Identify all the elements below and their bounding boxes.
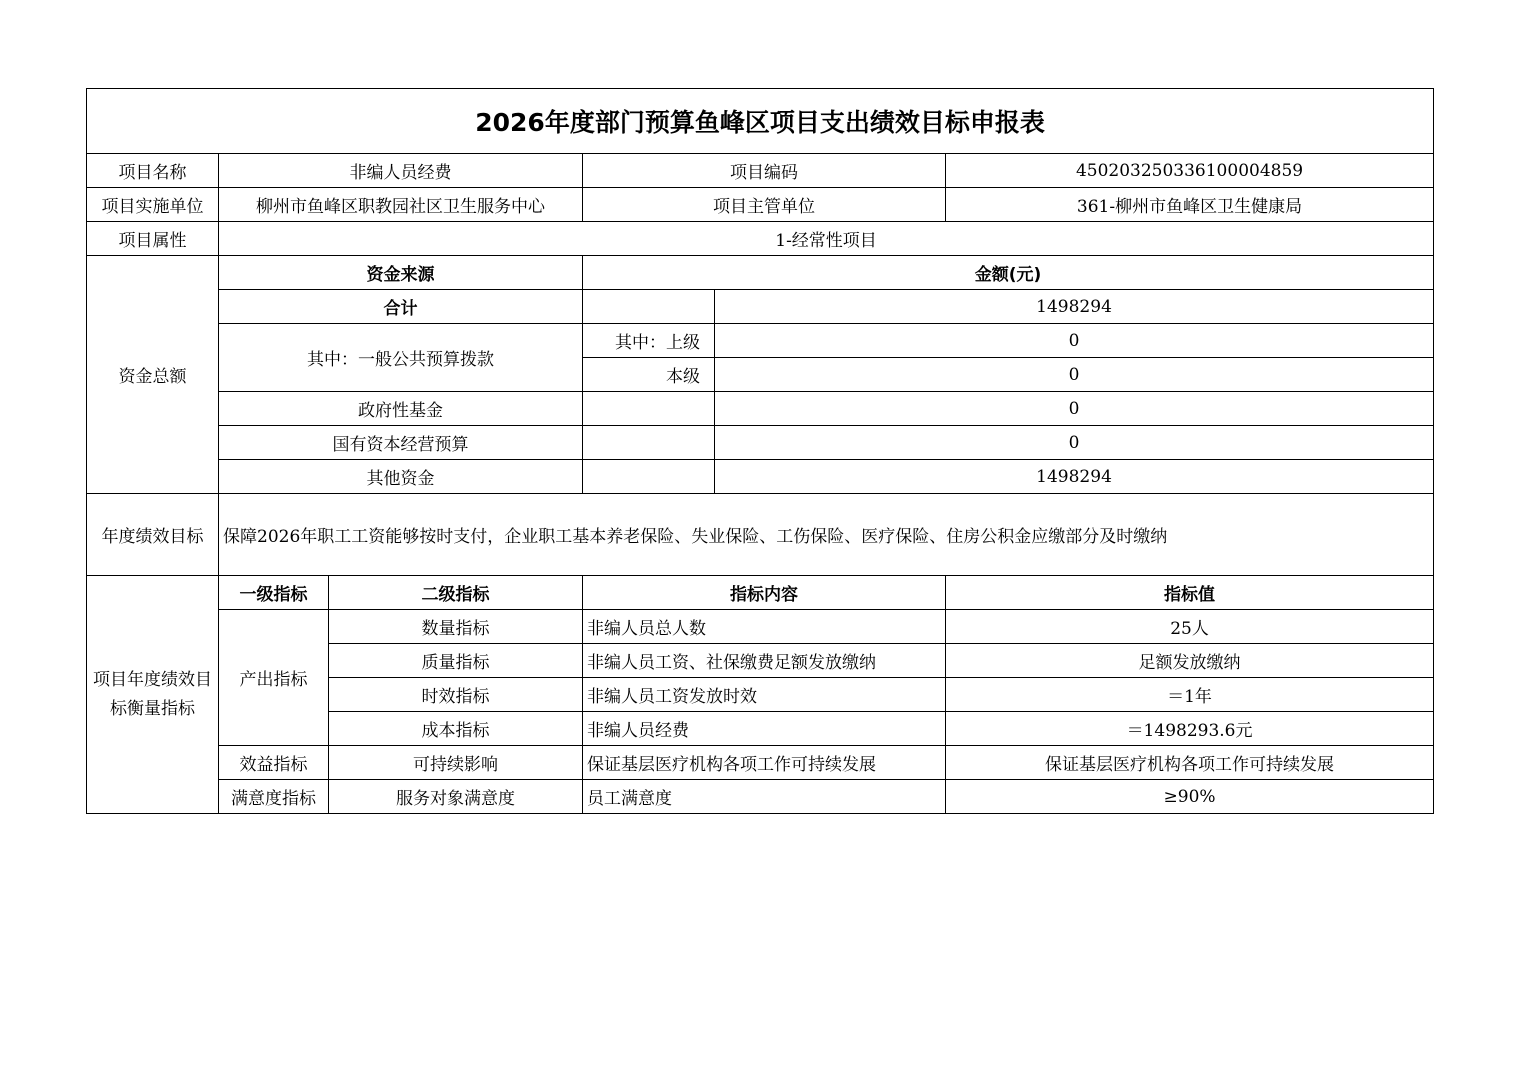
project-attr-label: 项目属性: [87, 222, 219, 256]
indicator-level2: 质量指标: [329, 644, 583, 678]
indicator-level2: 可持续影响: [329, 746, 583, 780]
supervisor-label: 项目主管单位: [583, 188, 946, 222]
other-funds-label: 其他资金: [219, 460, 583, 494]
local-level-label: 本级: [583, 358, 715, 392]
header-level1: 一级指标: [219, 576, 329, 610]
local-level-value: 0: [715, 358, 1434, 392]
fund-source-header: 资金来源: [219, 256, 583, 290]
project-name-value: 非编人员经费: [219, 154, 583, 188]
project-code-label: 项目编码: [583, 154, 946, 188]
satisfaction-indicator-label: 满意度指标: [219, 780, 329, 814]
header-value: 指标值: [946, 576, 1434, 610]
impl-unit-value: 柳州市鱼峰区职教园社区卫生服务中心: [219, 188, 583, 222]
project-code-value: 450203250336100004859: [946, 154, 1434, 188]
table-row: [87, 746, 1434, 780]
empty-cell: [583, 392, 715, 426]
indicator-section-label: 项目年度绩效目标衡量指标: [87, 576, 219, 814]
indicator-content: 非编人员工资发放时效: [583, 678, 946, 712]
benefit-indicator-label: 效益指标: [219, 746, 329, 780]
fund-total-label: 合计: [219, 290, 583, 324]
indicator-level2: 时效指标: [329, 678, 583, 712]
header-content: 指标内容: [583, 576, 946, 610]
supervisor-value: 361-柳州市鱼峰区卫生健康局: [946, 188, 1434, 222]
funds-section-label: 资金总额: [87, 256, 219, 494]
indicator-content: 非编人员工资、社保缴费足额发放缴纳: [583, 644, 946, 678]
indicator-value: ＝1498293.6元: [946, 712, 1434, 746]
empty-cell: [583, 426, 715, 460]
indicator-value: 保证基层医疗机构各项工作可持续发展: [946, 746, 1434, 780]
indicator-content: 非编人员总人数: [583, 610, 946, 644]
upper-level-label: 其中：上级: [583, 324, 715, 358]
indicator-level2: 服务对象满意度: [329, 780, 583, 814]
indicator-content: 保证基层医疗机构各项工作可持续发展: [583, 746, 946, 780]
fund-total-value: 1498294: [715, 290, 1434, 324]
indicator-content: 员工满意度: [583, 780, 946, 814]
table-row: [87, 780, 1434, 814]
annual-goal-label: 年度绩效目标: [87, 494, 219, 576]
indicator-value: 足额发放缴纳: [946, 644, 1434, 678]
performance-target-table: [86, 88, 1434, 814]
state-capital-label: 国有资本经营预算: [219, 426, 583, 460]
annual-goal-text: 保障2026年职工工资能够按时支付，企业职工基本养老保险、失业保险、工伤保险、医疗保险、住房公积金应缴部分及时缴纳: [219, 494, 1434, 576]
empty-cell: [583, 460, 715, 494]
indicator-value: 25人: [946, 610, 1434, 644]
fund-amount-header: 金额(元): [583, 256, 1434, 290]
gov-fund-value: 0: [715, 392, 1434, 426]
project-attr-value: 1-经常性项目: [219, 222, 1434, 256]
indicator-level2: 数量指标: [329, 610, 583, 644]
upper-level-value: 0: [715, 324, 1434, 358]
output-indicator-label: 产出指标: [219, 610, 329, 746]
header-level2: 二级指标: [329, 576, 583, 610]
state-capital-value: 0: [715, 426, 1434, 460]
table-title: 2026年度部门预算鱼峰区项目支出绩效目标申报表: [87, 89, 1434, 154]
indicator-value: ≥90%: [946, 780, 1434, 814]
project-name-label: 项目名称: [87, 154, 219, 188]
indicator-level2: 成本指标: [329, 712, 583, 746]
empty-cell: [583, 290, 715, 324]
gov-fund-label: 政府性基金: [219, 392, 583, 426]
impl-unit-label: 项目实施单位: [87, 188, 219, 222]
other-funds-value: 1498294: [715, 460, 1434, 494]
indicator-content: 非编人员经费: [583, 712, 946, 746]
indicator-value: ＝1年: [946, 678, 1434, 712]
general-budget-label: 其中：一般公共预算拨款: [219, 324, 583, 392]
table-row: [87, 610, 1434, 644]
